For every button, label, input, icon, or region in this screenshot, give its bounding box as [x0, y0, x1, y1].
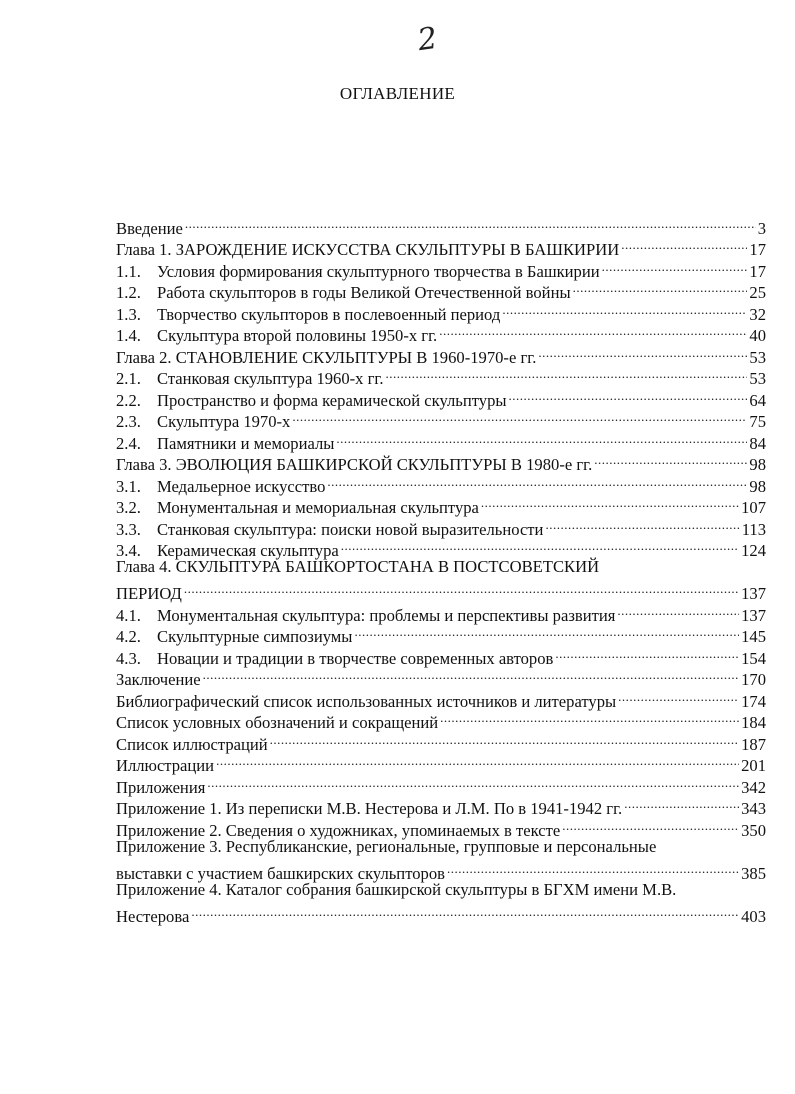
toc-entry[interactable]	[116, 212, 766, 238]
toc-entry-title: Приложение 2. Сведения о художниках, упоминаемых в тексте	[116, 820, 561, 840]
toc-entry-page: 124	[741, 541, 766, 560]
toc-entry-page: 53	[749, 369, 766, 388]
dot-leader	[502, 298, 747, 320]
toc-entry[interactable]	[116, 664, 766, 689]
toc-entry[interactable]	[116, 578, 766, 603]
dot-leader	[618, 685, 739, 707]
dot-leader	[562, 814, 739, 836]
toc-entry-number: 2.1.	[116, 369, 141, 388]
toc-entry-page: 113	[741, 519, 766, 539]
toc-entry-title: Монументальная и мемориальная скульптура	[157, 498, 479, 517]
dot-leader	[439, 320, 747, 342]
toc-entry-number: 2.2.	[116, 390, 141, 410]
toc-entry-title: Монументальная скульптура: проблемы и перспективы развития	[157, 605, 616, 625]
toc-entry-title: Список иллюстраций	[116, 734, 268, 754]
toc-entry-title: ПЕРИОД	[116, 584, 182, 603]
toc-entry-page: 385	[741, 863, 766, 883]
toc-entry-title: выставки с участием башкирских скульпторов	[116, 863, 445, 883]
dot-leader	[191, 900, 739, 922]
toc-entry-page: 64	[749, 390, 766, 410]
toc-entry-title-line1: Глава 4. СКУЛЬПТУРА БАШКОРТОСТАНА В ПОСТСОВЕТСКИЙ	[116, 557, 600, 576]
toc-entry-title: Станковая скульптура: поиски новой выразительности	[157, 519, 544, 539]
toc-entry-title: Скульптура 1970-х	[157, 412, 291, 431]
dot-leader	[203, 664, 739, 686]
toc-entry-page: 137	[741, 605, 766, 625]
dot-leader	[624, 793, 739, 815]
dot-leader	[617, 599, 739, 621]
toc-entry-page: 343	[741, 799, 766, 818]
toc-entry-title: Условия формирования скульптурного творчества в Башкирии	[157, 261, 600, 281]
toc-entry[interactable]	[116, 900, 766, 926]
dot-leader	[621, 234, 747, 256]
toc-entry-page: 84	[749, 433, 766, 453]
toc-entry-number: 3.1.	[116, 476, 141, 496]
toc-entry[interactable]	[116, 234, 766, 259]
dot-leader	[354, 621, 739, 643]
toc-entry-title: Нестерова	[116, 906, 190, 926]
dot-leader	[207, 771, 739, 793]
toc-entry-title: Скульптура второй половины 1950-х гг.	[157, 326, 438, 345]
toc-entry-title: Список условных обозначений и сокращений	[116, 713, 439, 732]
toc-entry[interactable]	[116, 793, 766, 818]
toc-entry-number: 1.4.	[116, 326, 141, 345]
toc-entry-number: 1.3.	[116, 304, 141, 324]
dot-leader	[184, 578, 739, 600]
toc-entry-number: 4.1.	[116, 605, 141, 625]
toc-entry-page: 98	[749, 476, 766, 496]
toc-entry-number: 2.4.	[116, 433, 141, 453]
toc-entry-title: Глава 2. СТАНОВЛЕНИЕ СКУЛЬПТУРЫ В 1960-1970-е гг.	[116, 347, 537, 367]
toc-entry-title-line1: Приложение 4. Каталог собрания башкирской скульптуры в БГХМ имени М.В.	[116, 879, 677, 899]
toc-entry-page: 98	[749, 455, 766, 474]
toc-entry-page: 184	[741, 713, 766, 732]
toc-entry-page: 17	[749, 240, 766, 259]
toc-entry-number: 4.3.	[116, 648, 141, 668]
dot-leader	[509, 384, 748, 406]
dot-leader	[327, 470, 747, 492]
toc-entry-title: Новации и традиции в творчестве современных авторов	[157, 648, 554, 668]
toc-entry-title: Памятники и мемориалы	[157, 433, 335, 453]
dot-leader	[594, 449, 747, 471]
toc-entry-title: Библиографический список использованных источников и литературы	[116, 691, 617, 711]
toc-entry-title: Введение	[116, 218, 183, 238]
toc-entry-title: Приложение 1. Из переписки М.В. Нестерова и Л.М. По в 1941-1942 гг.	[116, 799, 623, 818]
dot-leader	[386, 363, 748, 385]
toc-entry-page: 174	[741, 691, 766, 711]
toc-entry-page: 187	[741, 734, 766, 754]
toc-entry-page: 145	[741, 627, 766, 646]
toc-entry-title: Пространство и форма керамической скульптуры	[157, 390, 507, 410]
dot-leader	[216, 750, 739, 772]
dot-leader	[292, 406, 747, 428]
toc-entry-page: 350	[741, 820, 766, 840]
toc-entry-page: 53	[749, 347, 766, 367]
toc-entry-page: 107	[741, 498, 766, 517]
dot-leader	[336, 427, 747, 449]
toc-entry-page: 403	[741, 906, 766, 926]
toc-entry-title: Иллюстрации	[116, 756, 215, 775]
toc-entry-title: Глава 3. ЭВОЛЮЦИЯ БАШКИРСКОЙ СКУЛЬПТУРЫ В 1980-е гг.	[116, 455, 593, 474]
toc-entry-title: Скульптурные симпозиумы	[157, 627, 353, 646]
toc-entry-number: 3.2.	[116, 498, 141, 517]
toc-entry-page: 170	[741, 670, 766, 689]
dot-leader	[341, 535, 739, 557]
toc-entry-title-line1: Приложение 3. Республиканские, региональные, групповые и персональные	[116, 836, 657, 856]
handwritten-page-number: 2	[415, 20, 440, 59]
dot-leader	[573, 277, 748, 299]
dot-leader	[270, 728, 739, 750]
toc-entry-page: 137	[741, 584, 766, 603]
dot-leader	[440, 707, 739, 729]
toc-entry-title: Медальерное искусство	[157, 476, 326, 496]
page-title: ОГЛАВЛЕНИЕ	[339, 84, 456, 103]
toc-entry[interactable]	[116, 771, 766, 797]
toc-entry-page: 3	[757, 218, 766, 238]
toc-entry-number: 4.2.	[116, 627, 141, 646]
toc-entry-page: 342	[741, 777, 766, 797]
toc-entry-page: 32	[749, 304, 766, 324]
toc-entry-number: 3.3.	[116, 519, 141, 539]
dot-leader	[538, 341, 747, 363]
toc-entry-title: Глава 1. ЗАРОЖДЕНИЕ ИСКУССТВА СКУЛЬПТУРЫ В БАШКИРИИ	[116, 240, 620, 259]
dot-leader	[447, 857, 739, 879]
toc-entry-number: 1.2.	[116, 283, 141, 302]
toc-entry-number: 1.1.	[116, 261, 141, 281]
toc-entry-title: Творчество скульпторов в послевоенный период	[157, 304, 501, 324]
toc-entry-page: 40	[749, 326, 766, 345]
toc-entry-title: Керамическая скульптура	[157, 541, 339, 560]
dot-leader	[185, 212, 756, 234]
dot-leader	[602, 255, 748, 277]
toc-entry-number: 2.3.	[116, 412, 141, 431]
toc-entry-title: Станковая скульптура 1960-х гг.	[157, 369, 384, 388]
toc-entry[interactable]	[116, 599, 766, 625]
table-of-contents	[116, 212, 766, 926]
dot-leader	[555, 642, 739, 664]
toc-entry[interactable]	[116, 685, 766, 711]
toc-entry-title: Работа скульпторов в годы Великой Отечественной войны	[157, 283, 571, 302]
toc-entry-page: 17	[749, 261, 766, 281]
toc-entry-page: 201	[741, 756, 766, 775]
toc-entry-page: 75	[749, 412, 766, 431]
toc-entry-title: Заключение	[116, 670, 201, 689]
toc-entry[interactable]	[116, 857, 766, 883]
toc-entry-title: Приложения	[116, 777, 206, 797]
toc-entry-number: 3.4.	[116, 541, 141, 560]
toc-entry-page: 25	[749, 283, 766, 302]
toc-entry-page: 154	[741, 648, 766, 668]
dot-leader	[481, 492, 739, 514]
dot-leader	[545, 513, 739, 535]
